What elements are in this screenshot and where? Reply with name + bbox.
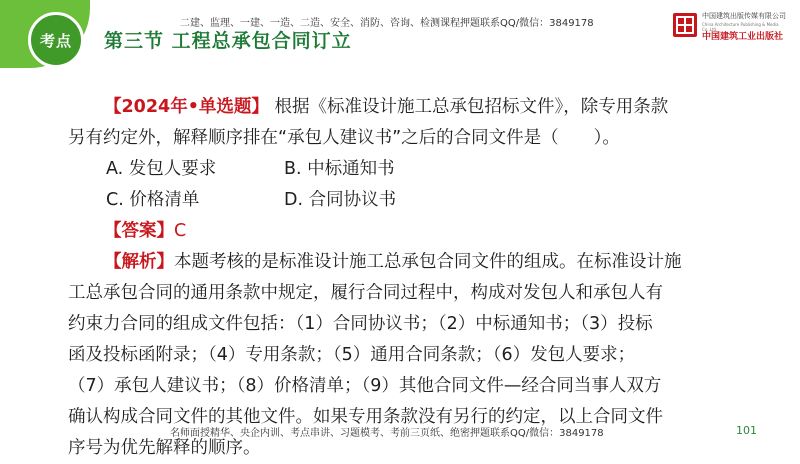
analysis-text-1: 本题考核的是标准设计施工总承包合同文件的组成。在标准设计施 bbox=[174, 252, 682, 272]
question-content bbox=[68, 92, 728, 464]
publisher-english-name: China Architecture Publishing & Media Co.,Ltd. bbox=[702, 22, 779, 32]
publisher-name: 中国建筑出版传媒有限公司 bbox=[702, 12, 786, 20]
section-title: 第三节 工程总承包合同订立 bbox=[104, 30, 352, 52]
question-stem-line1 bbox=[68, 92, 728, 123]
option-a: A. 发包人要求 bbox=[106, 159, 217, 179]
analysis-line-5: （7）承包人建议书；（8）价格清单；（9）其他合同文件—经合同当事人双方 bbox=[68, 376, 662, 396]
question-tag: 【2024年•单选题】 bbox=[104, 97, 269, 117]
analysis-line-2: 工总承包合同的通用条款中规定，履行合同过程中，构成对发包人和承包人有 bbox=[68, 283, 663, 303]
answer-tag: 【答案】 bbox=[104, 221, 174, 241]
answer-line bbox=[68, 216, 728, 247]
analysis-line-3: 约束力合同的组成文件包括：（1）合同协议书；（2）中标通知书；（3）投标 bbox=[68, 314, 653, 334]
analysis-tag: 【解析】 bbox=[104, 252, 174, 272]
publisher-emblem-icon bbox=[672, 12, 698, 38]
analysis-line-7: 序号为优先解释的顺序。 bbox=[68, 438, 261, 458]
option-d: D. 合同协议书 bbox=[284, 190, 397, 210]
answer-value: C bbox=[174, 221, 187, 241]
analysis-line-1 bbox=[68, 247, 728, 278]
footer-ad-text: 名师面授精华、央企内训、考点串讲、习题模考、考前三页纸、绝密押题联系QQ/微信：3849178 bbox=[170, 428, 604, 439]
badge-circle bbox=[28, 12, 84, 68]
top-ad-text: 二建、监理、一建、一造、二造、安全、消防、咨询、检测课程押题联系QQ/微信：3849178 bbox=[180, 18, 594, 29]
options-list bbox=[106, 154, 728, 216]
topic-badge bbox=[0, 0, 110, 70]
analysis-line-4: 函及投标函附录；（4）专用条款；（5）通用合同条款；（6）发包人要求； bbox=[68, 345, 636, 365]
page-number: 101 bbox=[736, 424, 757, 437]
publisher-calligraphy: 中国建筑工业出版社 bbox=[702, 32, 784, 42]
publisher-logo bbox=[672, 10, 792, 44]
question-stem-part1: 根据《标准设计施工总承包招标文件》，除专用条款 bbox=[274, 97, 669, 117]
option-c: C. 价格清单 bbox=[106, 190, 200, 210]
badge-label: 考点 bbox=[39, 31, 72, 50]
option-b: B. 中标通知书 bbox=[284, 159, 395, 179]
question-stem-line2: 另有约定外，解释顺序排在“承包人建议书”之后的合同文件是（ ）。 bbox=[68, 128, 620, 148]
analysis-line-6: 确认构成合同文件的其他文件。如果专用条款没有另行的约定，以上合同文件 bbox=[68, 407, 663, 427]
